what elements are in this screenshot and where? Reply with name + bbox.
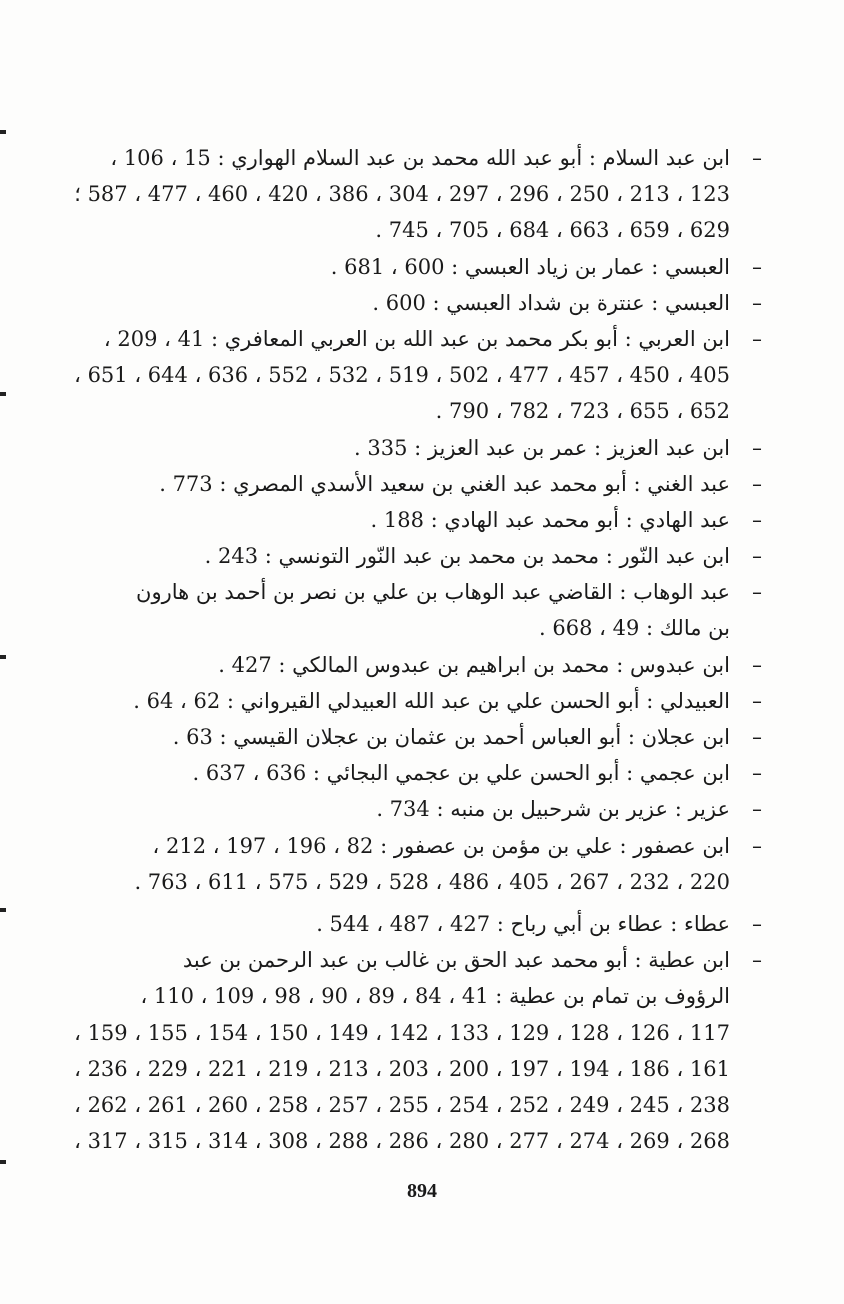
index-line-text: 268 ، 269 ، 274 ، 277 ، 280 ، 286 ، 288 ، 308 ، 314 ، 315 ، 317 ، [74,1129,730,1154]
index-line-text: ابن عبد العزيز : عمر بن عبد العزيز : 335 . [354,435,730,460]
index-entry-line [96,828,768,864]
index-entry-line [96,466,768,502]
index-line-text: ابن العربي : أبو بكر محمد بن عبد الله بن العربي المعافري : 41 ، 209 ، [103,326,730,351]
index-line-text: عزير : عزير بن شرحبيل بن منبه : 734 . [376,797,730,822]
index-entry-line [96,791,768,827]
index-entry-line [96,285,768,321]
entry-dash: – [752,507,762,532]
entry-dash: – [752,544,762,569]
index-line-text: ابن عجمي : أبو الحسن علي بن عجمي البجائي : 636 ، 637 . [192,761,730,786]
entry-dash: – [752,435,762,460]
index-continuation-line [74,176,768,212]
index-entry-line [96,574,768,610]
entry-dash: – [752,833,762,858]
index-line-text: عبد الوهاب : القاضي عبد الوهاب بن علي بن نصر بن أحمد بن هارون [136,580,730,605]
index-continuation-line [74,1123,768,1159]
entry-dash: – [752,725,762,749]
margin-mark [0,908,6,912]
entry-dash: – [752,911,762,936]
page-number: 894 [407,1180,437,1202]
index-line-text: الرؤوف بن تمام بن عطية : 41 ، 84 ، 89 ، 90 ، 98 ، 109 ، 110 ، [140,984,730,1009]
margin-mark [0,655,6,659]
index-entry-line [96,321,768,357]
index-line-text: عبد الهادي : أبو محمد عبد الهادي : 188 . [370,507,730,532]
index-line-text: 405 ، 450 ، 457 ، 477 ، 502 ، 519 ، 532 ، 552 ، 636 ، 644 ، 651 ، [74,363,730,388]
index-entry-line [96,140,768,176]
index-entry-line [96,683,768,719]
index-line-text: 117 ، 126 ، 128 ، 129 ، 133 ، 142 ، 149 ، 150 ، 154 ، 155 ، 159 ، [74,1020,730,1045]
index-line-text: 652 ، 655 ، 723 ، 782 ، 790 . [435,399,730,424]
entry-dash: – [752,290,762,315]
entry-dash: – [752,652,762,677]
index-line-text: ابن عجلان : أبو العباس أحمد بن عثمان بن عجلان القيسي : 63 . [172,725,730,749]
index-continuation-line [74,1051,768,1087]
index-line-text: العبسي : عنترة بن شداد العبسي : 600 . [372,290,730,315]
index-line-text: عطاء : عطاء بن أبي رباح : 427 ، 487 ، 544 . [316,911,730,936]
index-entry-line [96,647,768,683]
index-entry-line [96,249,768,285]
index-line-text: العبسي : عمار بن زياد العبسي : 600 ، 681 . [330,254,730,279]
entry-dash: – [752,761,762,786]
index-line-text: ابن عصفور : علي بن مؤمن بن عصفور : 82 ، 196 ، 197 ، 212 ، [152,833,730,858]
index-entry-line [96,502,768,538]
entry-dash: – [752,146,762,170]
index-line-text: 629 ، 659 ، 663 ، 684 ، 705 ، 745 . [375,218,730,243]
index-continuation-line [96,393,768,429]
index-entry-line [96,719,768,755]
index-continuation-line [74,1087,768,1123]
index-line-text: ابن عبدوس : محمد بن ابراهيم بن عبدوس المالكي : 427 . [218,652,730,677]
index-continuation-line [74,1015,768,1051]
index-line-text: ابن عطية : أبو محمد عبد الحق بن غالب بن عبد الرحمن بن عبد [182,948,730,973]
index-entry-line [96,430,768,466]
index-line-text: ابن عبد النّور : محمد بن محمد بن عبد النّور التونسي : 243 . [204,544,730,569]
index-line-text: 161 ، 186 ، 194 ، 197 ، 200 ، 203 ، 213 ، 219 ، 221 ، 229 ، 236 ، [74,1056,730,1081]
margin-mark [0,1160,6,1164]
entry-dash: – [752,688,762,713]
index-entry-line [96,538,768,574]
index-list [74,140,768,1159]
entry-dash: – [752,254,762,279]
index-line-text: 238 ، 245 ، 249 ، 252 ، 254 ، 255 ، 257 ، 258 ، 260 ، 261 ، 262 ، [74,1092,730,1117]
index-line-text: 123 ، 213 ، 250 ، 296 ، 297 ، 304 ، 386 ، 420 ، 460 ، 477 ، 587 ؛ [74,182,730,207]
index-continuation-line [74,357,768,393]
margin-mark [0,130,6,134]
index-entry-line [96,942,768,978]
index-line-text: بن مالك : 49 ، 668 . [538,616,730,641]
index-entry-line [96,755,768,791]
index-continuation-line [96,212,768,248]
index-continuation-line [96,864,768,900]
entry-dash: – [752,948,762,973]
index-continuation-line [96,978,768,1014]
index-line-text: 220 ، 232 ، 267 ، 405 ، 486 ، 528 ، 529 ، 575 ، 611 ، 763 . [134,869,730,894]
entry-dash: – [752,797,762,822]
margin-mark [0,392,6,396]
index-line-text: عبد الغني : أبو محمد عبد الغني بن سعيد الأسدي المصري : 773 . [159,471,730,496]
entry-dash: – [752,580,762,605]
index-entry-line [96,906,768,942]
entry-dash: – [752,471,762,496]
entry-dash: – [752,326,762,351]
index-line-text: ابن عبد السلام : أبو عبد الله محمد بن عبد السلام الهواري : 15 ، 106 ، [110,146,730,170]
index-line-text: العبيدلي : أبو الحسن علي بن عبد الله العبيدلي القيرواني : 62 ، 64 . [133,688,730,713]
index-continuation-line [96,610,768,646]
